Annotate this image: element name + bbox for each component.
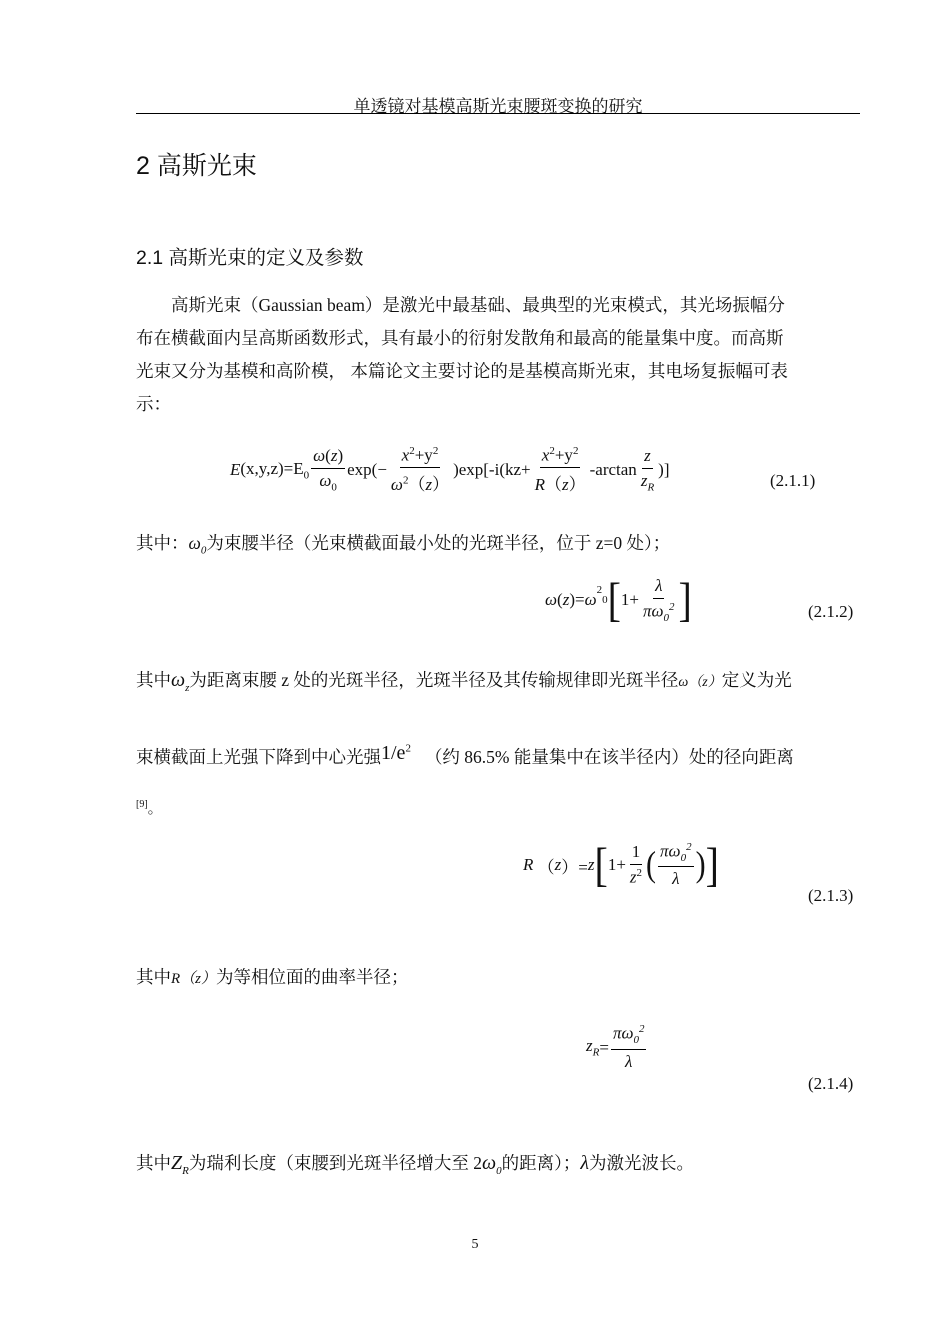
intro-line-2: 布在横截面内呈高斯函数形式，具有最小的衍射发散角和最高的能量集中度。而高斯	[136, 328, 784, 348]
omega-z-symbol: $\omega_z$	[171, 669, 190, 694]
section-heading: 2.1 高斯光束的定义及参数	[136, 247, 364, 269]
wz-definition-line	[136, 667, 792, 694]
citation-ref: [9]	[136, 799, 148, 810]
zr-definition-line	[136, 1150, 694, 1177]
chapter-heading: 2 高斯光束	[136, 152, 257, 180]
rz-prefix: 其中	[136, 967, 171, 987]
wz-suffix: 定义为光	[721, 670, 792, 690]
omega-of-z-symbol: ω（z）	[678, 675, 722, 690]
running-header: 单透镜对基模高斯光束腰斑变换的研究	[353, 97, 643, 116]
wz-prefix: 其中	[136, 670, 171, 690]
wz-description: 为距离束腰 z 处的光斑半径，光斑半径及其传输规律即光斑半径	[189, 670, 679, 690]
omega0-symbol: $\omega_0$	[188, 533, 207, 557]
definition-text-b: （约 86.5% 能量集中在该半径内）处的径向距离	[424, 747, 794, 767]
w0-definition-line	[136, 530, 670, 557]
lambda-symbol: λ	[580, 1152, 590, 1174]
zr-prefix: 其中	[136, 1153, 171, 1173]
r-of-z-symbol: R（z）	[171, 971, 217, 987]
omega0-symbol-2: $\omega_0$	[481, 1152, 502, 1177]
equation-2-1-3: R （ z ）= z [ 1+ $\frac{1}{z^2}$ ( $\frac{\pi\omega_0^2}{\lambda}$ ) ]	[523, 837, 719, 892]
equation-label-2-1-2: (2.1.2)	[808, 602, 854, 621]
page-number: 5	[471, 1237, 479, 1252]
definition-text-a: 束横截面上光强下降到中心光强	[136, 747, 381, 767]
equation-label-2-1-3: (2.1.3)	[808, 886, 854, 905]
equation-label-2-1-4: (2.1.4)	[808, 1074, 854, 1093]
header-rule	[136, 113, 860, 114]
rz-description: 为等相位面的曲率半径；	[216, 967, 409, 987]
zr-description-b: 的距离）；	[501, 1153, 581, 1173]
w0-prefix: 其中：	[136, 533, 189, 553]
equation-2-1-2: ω ( z )= ω 20 [ 1+ $\frac{\lambda}{\pi\omega_0^2}$ ]	[545, 572, 692, 627]
intro-line-3: 光束又分为基模和高阶模， 本篇论文主要讨论的是基模高斯光束，其电场复振幅可表	[136, 361, 788, 381]
one-over-e-squared: $1/e^2$	[381, 742, 411, 764]
zr-description-a: 为瑞利长度（束腰到光斑半径增大至 2	[188, 1153, 482, 1173]
citation-end: 。	[147, 801, 163, 817]
definition-continuation-line	[136, 742, 794, 769]
equation-2-1-1: E $(x,y,z)=E_0$ $\frac{\omega(z)}{\omega_0}$ exp(− $\frac{x^2+y^2}{\omega^2(z)}$ )exp[-i(kz+ $\frac{x^2+y^2}{R(z)}$ -arctan $\frac{z}{z_R}$ )]	[230, 444, 670, 495]
intro-paragraph	[136, 289, 860, 421]
intro-line-1: 高斯光束（Gaussian beam）是激光中最基础、最典型的光束模式，其光场振幅分	[171, 295, 785, 315]
intro-line-4: 示：	[136, 394, 171, 414]
z-r-symbol: $Z_R$	[171, 1152, 189, 1177]
equation-2-1-4: $z_R$ = $\frac{\pi\omega_0^2}{\lambda}$	[586, 1023, 645, 1071]
rz-definition-line	[136, 964, 409, 989]
w0-description: 为束腰半径（光束横截面最小处的光斑半径，位于 z=0 处）；	[206, 533, 671, 553]
citation-line	[136, 797, 163, 818]
zr-description-c: 为激光波长。	[589, 1153, 695, 1173]
equation-label-2-1-1: (2.1.1)	[770, 471, 816, 490]
